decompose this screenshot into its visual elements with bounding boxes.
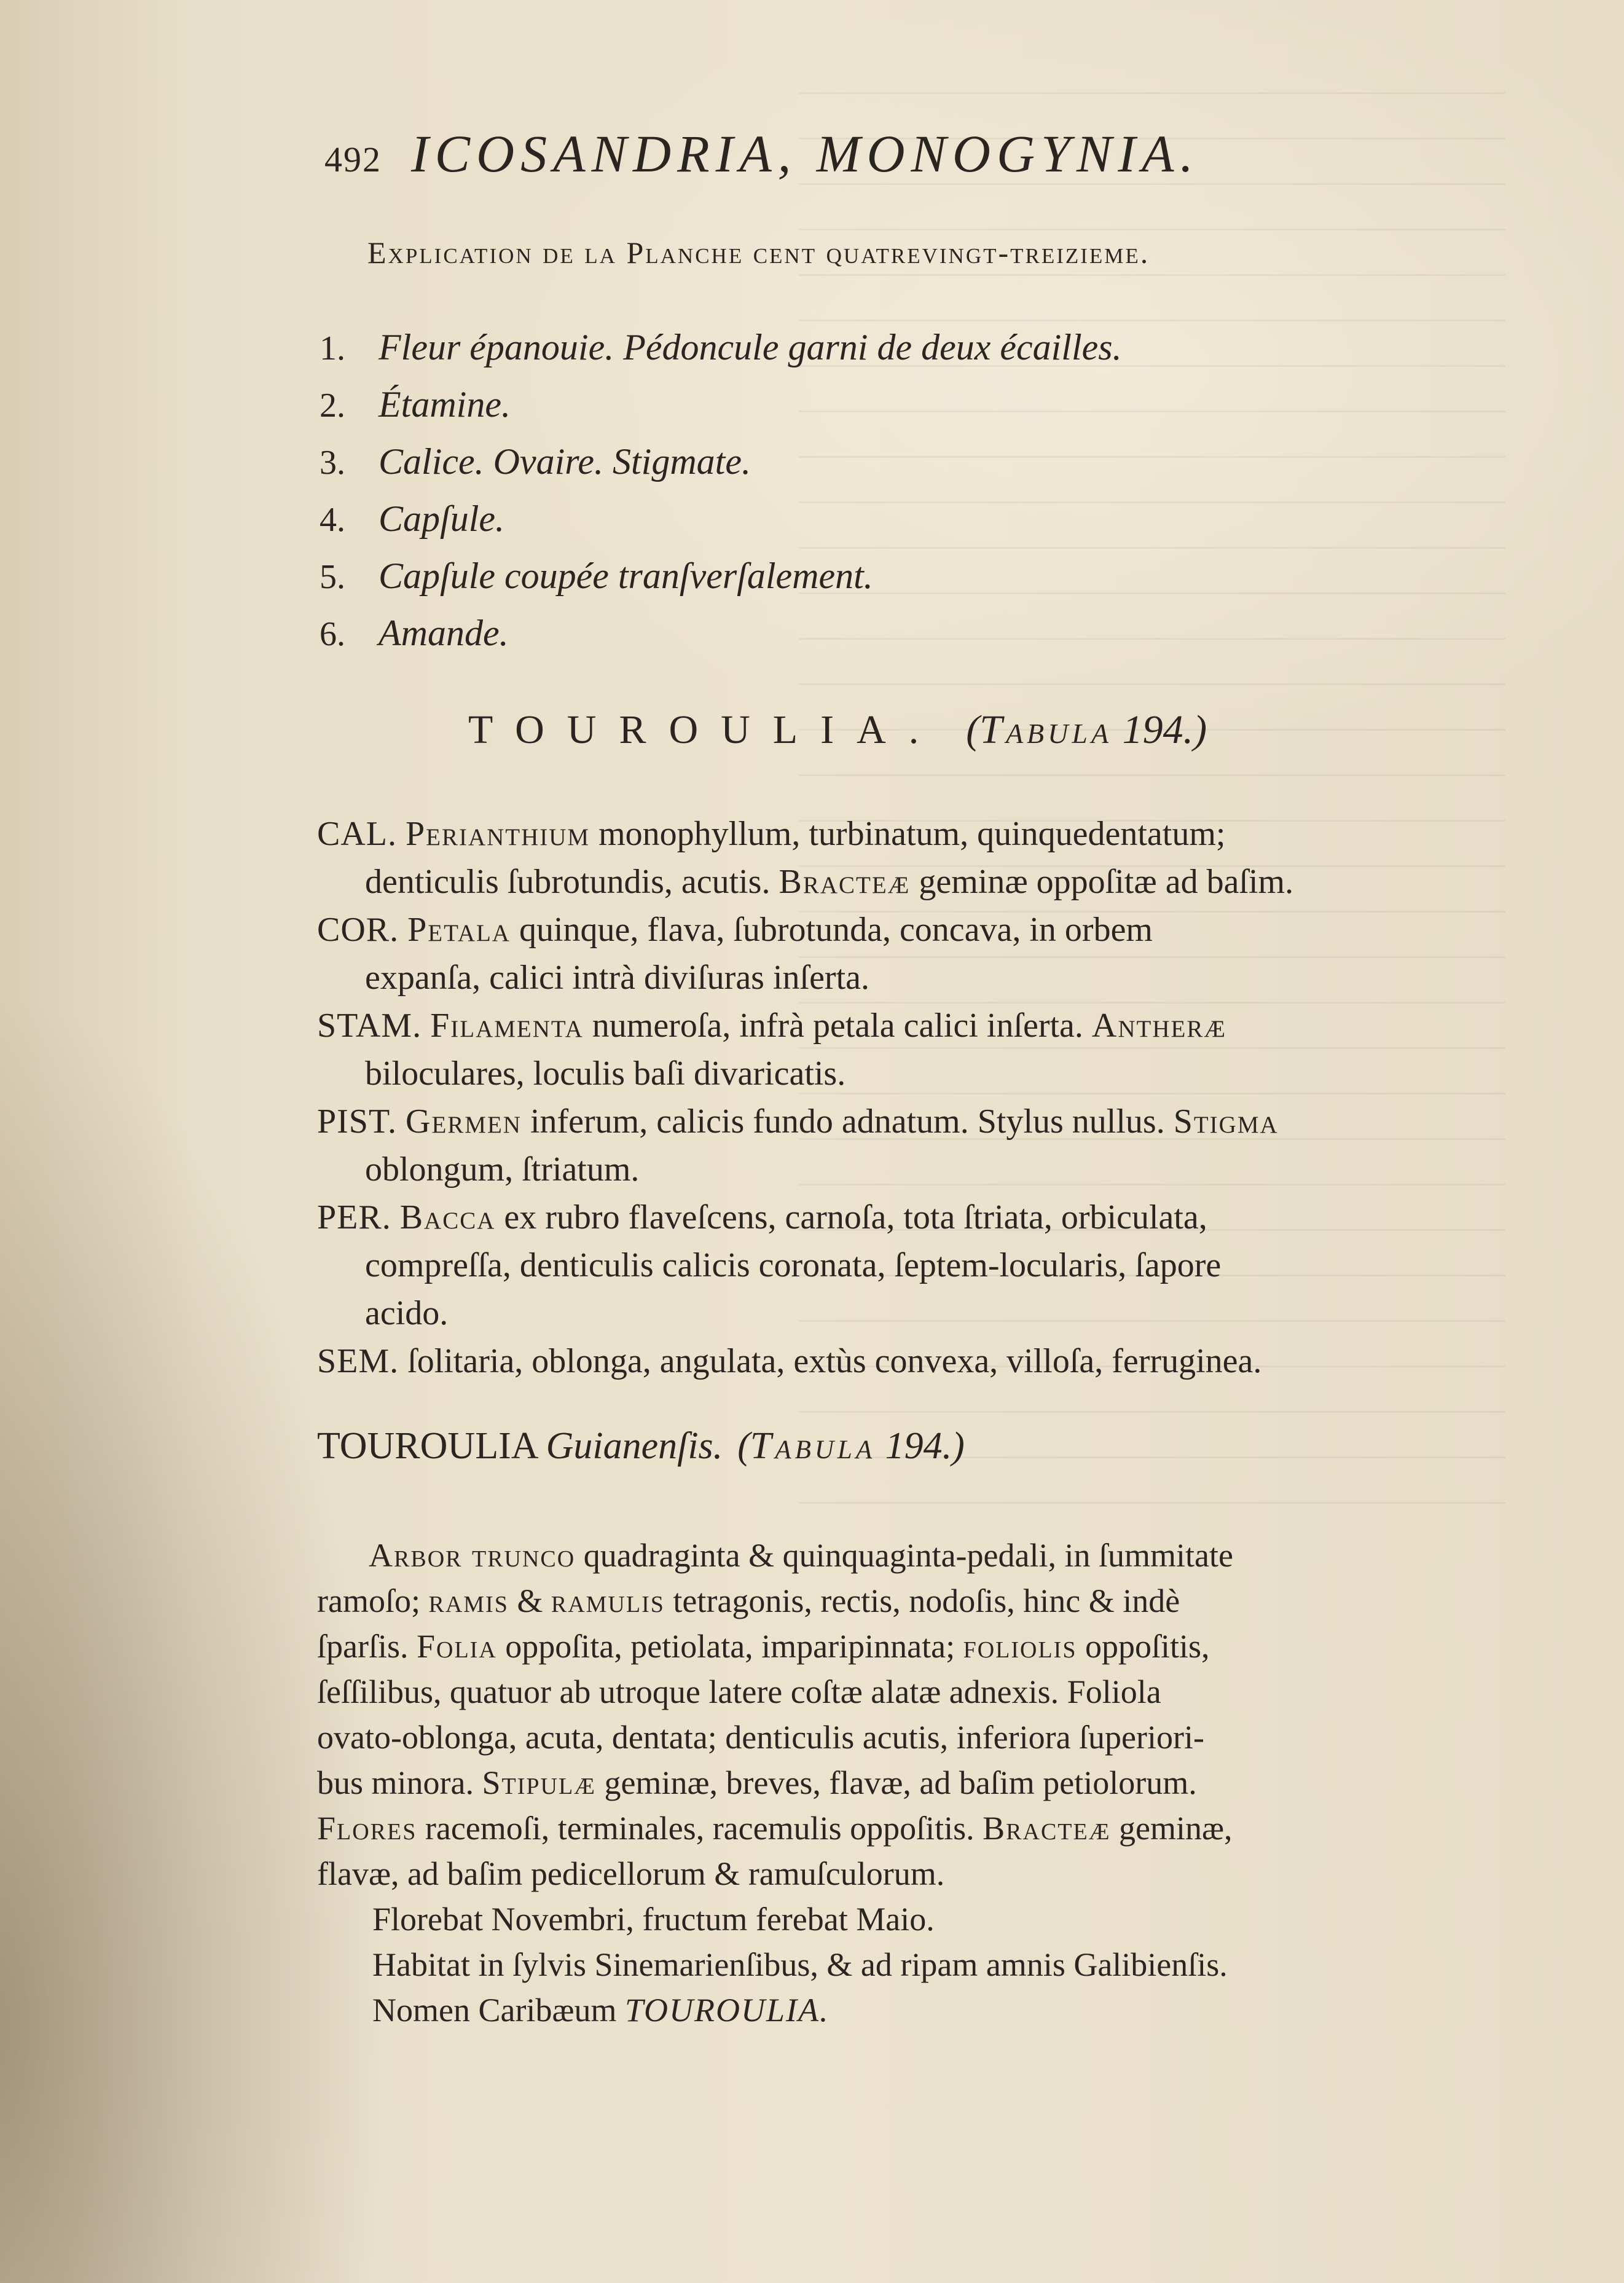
character-pist [317,1098,1546,1193]
text: bus minora. [317,1764,482,1801]
text: tetragonis, rectis, nodoſis, hinc & indè [664,1582,1180,1619]
text: geminæ, [1110,1810,1233,1847]
character-key: PIST. [317,1102,397,1141]
description-line: flavæ, ad baſim pedicellorum & ramuſculorum. [317,1855,945,1892]
character-stam [317,1002,1546,1098]
character-text: ex rubro flaveſcens, carnoſa, tota ſtriata, orbiculata, [495,1198,1207,1236]
text: geminæ, breves, flavæ, ad baſim petiolorum. [595,1764,1197,1801]
header-title: ICOSANDRIA, MONOGYNIA. [411,124,1199,183]
flowering-note: Florebat Novembri, fructum ferebat Maio. [372,1901,935,1938]
page-number: 492 [324,139,382,179]
item-number: 2. [320,387,345,425]
description-line [317,1806,1546,1851]
description-line [317,1760,1546,1806]
item-number: 5. [320,558,345,596]
term: Arbor trunco [369,1537,576,1574]
list-item [320,320,1426,377]
character-cor [317,906,1546,1002]
list-item [320,491,1426,548]
plate-explanation-list [320,320,1426,662]
paren: ( [966,707,980,752]
term: Filamenta [430,1007,584,1045]
term: Germen [406,1102,522,1141]
habitat-note: Habitat in ſylvis Sinemarienſibus, & ad ripam amnis Galibienſis. [372,1946,1228,1983]
term: Bacca [399,1198,496,1236]
tabula-word: Tabula [979,707,1113,752]
tabula-reference [966,707,1207,752]
generic-characters [317,810,1546,1385]
character-text: inferum, calicis fundo adnatum. Stylus nullus. [521,1102,1174,1141]
character-text: oblongum, ſtriatum. [365,1150,640,1189]
item-number: 4. [320,501,345,539]
description-line: ſeſſilibus, quatuor ab utroque latere coſtæ alatæ adnexis. Foliola [317,1673,1161,1710]
description-line [317,1578,1546,1624]
item-text: Étamine. [379,384,511,425]
item-text: Calice. Ovaire. Stigmate. [379,441,751,482]
character-text: expanſa, calici intrà diviſuras inſerta. [365,959,869,997]
plate-explanation-heading: Explication de la Planche cent quatrevingt-treizieme. [367,235,1150,270]
tabula-word: Tabula [750,1425,876,1467]
character-per [317,1193,1546,1337]
term: Antheræ [1091,1007,1227,1045]
term: Bracteæ [983,1810,1111,1847]
list-item [320,605,1426,662]
character-text: quinque, flava, ſubrotunda, concava, in orbem [510,911,1153,949]
term: Petala [407,911,511,949]
species-heading [317,1424,1546,1468]
list-item [320,548,1426,605]
caribbean-name: TOUROULIA. [624,1992,830,2029]
character-key: SEM. [317,1342,399,1380]
character-key: CAL. [317,815,397,853]
text: ramoſo; [317,1582,429,1619]
term: Flores [317,1810,417,1847]
item-text: Capſule. [379,498,504,539]
running-header [324,123,1430,191]
genus-heading [468,707,1513,753]
character-text: biloculares, loculis baſi divaricatis. [365,1055,846,1093]
term: foliolis [963,1628,1077,1665]
term: Perianthium [406,815,590,853]
character-text: denticulis ſubrotundis, acutis. [365,863,779,901]
character-text: acido. [365,1294,449,1332]
item-text: Capſule coupée tranſverſalement. [379,556,873,596]
term: Stipulæ [482,1764,596,1801]
text: oppoſita, petiolata, imparipinnata; [496,1628,963,1665]
text: quadraginta & quinquaginta-pedali, in ſummitate [575,1537,1233,1574]
term: Stigma [1173,1102,1279,1141]
character-sem [317,1337,1546,1385]
tabula-number: 194.) [1122,707,1207,752]
genus-name: TOUROULIA. [468,707,942,752]
term: Folia [416,1628,497,1665]
description-line [317,1533,1546,1578]
list-item [320,434,1426,491]
species-genus: TOUROULIA [317,1425,537,1467]
text: Nomen Caribæum [372,1992,625,2029]
character-cal [317,810,1546,906]
tabula-reference [737,1425,965,1467]
item-text: Fleur épanouie. Pédoncule garni de deux écailles. [379,327,1122,367]
description-line: ovato-oblonga, acuta, dentata; denticulis acutis, inferiora ſuperiori- [317,1719,1204,1756]
text: ſparſis. [317,1628,417,1665]
text: racemoſi, terminales, racemulis oppoſitis. [417,1810,983,1847]
text: oppoſitis, [1077,1628,1210,1665]
term: Bracteæ [779,863,911,901]
character-text: numeroſa, infrà petala calici inſerta. [583,1007,1092,1045]
character-text: compreſſa, denticulis calicis coronata, ſeptem-locularis, ſapore [365,1246,1222,1284]
list-item [320,377,1426,434]
character-key: COR. [317,911,399,949]
character-text: ſolitaria, oblonga, angulata, extùs convexa, villoſa, ferruginea. [399,1342,1262,1380]
text: & [508,1582,551,1619]
tabula-number: 194.) [885,1425,965,1467]
character-key: STAM. [317,1007,422,1045]
item-number: 6. [320,615,345,653]
paren: ( [737,1425,750,1467]
term: ramulis [551,1582,665,1619]
item-text: Amande. [379,613,509,653]
character-text: geminæ oppoſitæ ad baſim. [910,863,1294,901]
species-description [317,1533,1546,2033]
character-text: monophyllum, turbinatum, quinquedentatum; [590,815,1226,853]
character-key: PER. [317,1198,391,1236]
term: ramis [428,1582,509,1619]
species-epithet: Guianenſis. [546,1425,723,1467]
item-number: 1. [320,329,345,367]
vernacular-name [317,1987,1546,2033]
description-line [317,1624,1546,1669]
item-number: 3. [320,444,345,482]
